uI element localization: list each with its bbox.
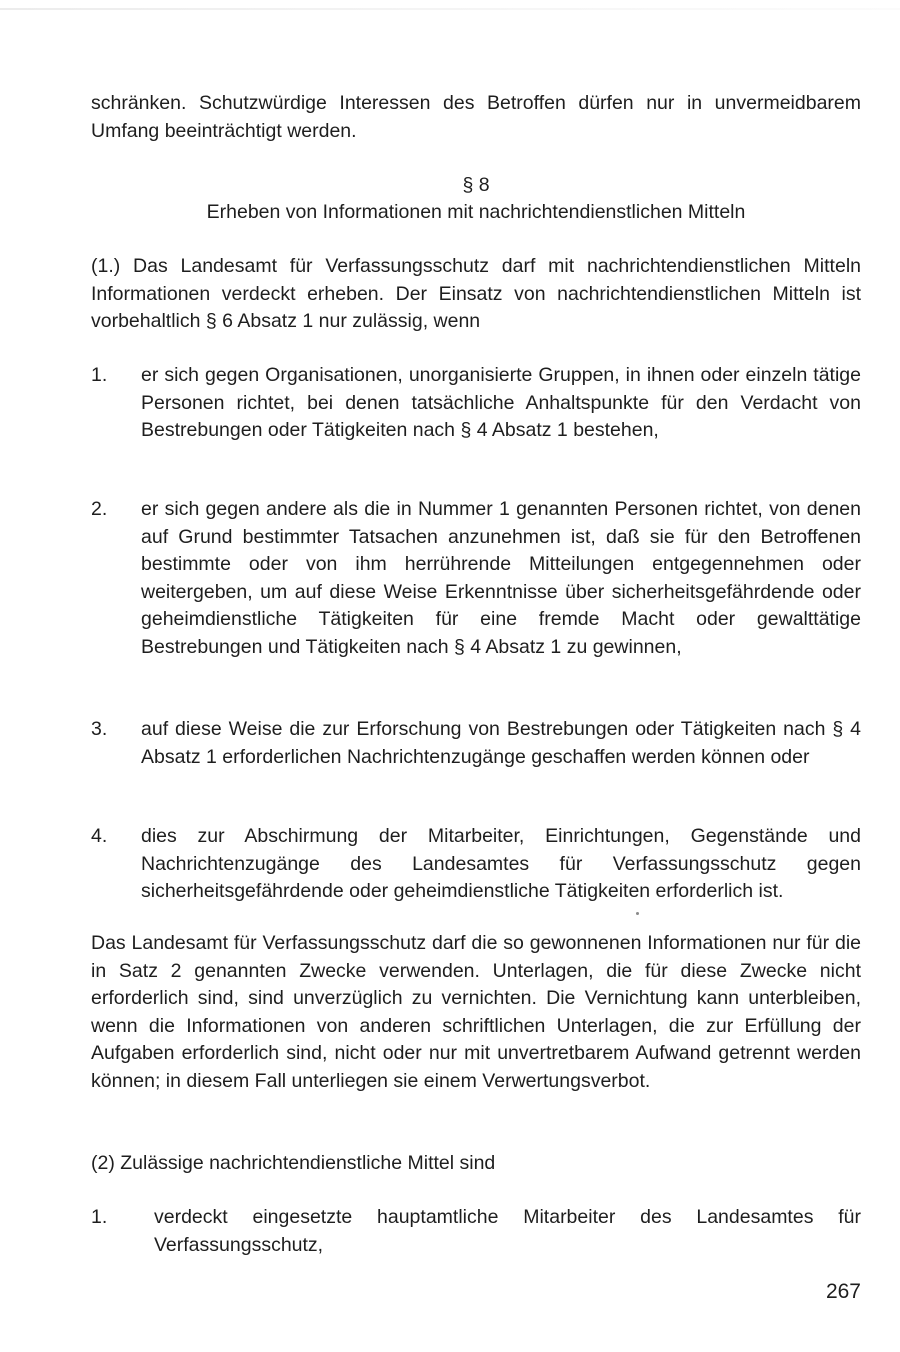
means-number: 1. [91, 1206, 108, 1228]
condition-number: 2. [91, 498, 108, 520]
condition-number: 3. [91, 718, 108, 740]
scan-speck [636, 912, 639, 915]
condition-text: er sich gegen andere als die in Nummer 1 genannten Personen richtet, von denen auf Grund bestimmter Tatsachen anzunehmen ist, daß sie für den Betroffenen bestimmte oder von ihm herrührende Mitteilungen entgegennehmen oder weitergeben, um auf diese Weise Erkenntnisse über sicherheitsgefährdende oder geheimdienstliche Tätigkeiten für eine fremde Macht oder gewalttätige Bestrebungen und Tätigkeiten nach § 4 Absatz 1 zu gewinnen, [141, 498, 861, 658]
condition-item-1 [91, 362, 861, 445]
means-text: verdeckt eingesetzte hauptamtliche Mitarbeiter des Landesamtes für Verfassungsschutz, [154, 1206, 861, 1256]
condition-item-2 [91, 496, 861, 661]
scan-edge [0, 8, 900, 10]
condition-text: auf diese Weise die zur Erforschung von Bestrebungen oder Tätigkeiten nach § 4 Absatz 1 erforderlichen Nachrichtenzugänge geschaffen werden können oder [141, 718, 861, 768]
section-title: Erheben von Informationen mit nachrichtendienstlichen Mitteln [206, 201, 746, 223]
condition-number: 4. [91, 825, 108, 847]
condition-text: er sich gegen Organisationen, unorganisierte Gruppen, in ihnen oder einzeln tätige Personen richtet, bei denen tatsächliche Anhaltspunkte für den Verdacht von Bestrebungen oder Tätigkeiten nach § 4 Absatz 1 bestehen, [141, 364, 861, 441]
usage-paragraph: Das Landesamt für Verfassungsschutz darf die so gewonnenen Informationen nur für die in Satz 2 genannten Zwecke verwenden. Unterlagen, die für diese Zwecke nicht erforderlich sind, sind unverzüglich zu vernichten. Die Vernichtung kann unterbleiben, wenn die Informationen von anderen schriftlichen Unterlagen, die zur Erfüllung der Aufgaben erforderlich sind, nicht oder nur mit unvertretbarem Aufwand getrennt werden können; in diesem Fall unterliegen sie einem Verwertungsverbot. [91, 932, 861, 1092]
page-number: 267 [825, 1280, 861, 1303]
condition-text: dies zur Abschirmung der Mitarbeiter, Einrichtungen, Gegenstände und Nachrichtenzugänge des Landesamtes für Verfassungsschutz gegen sicherheitsgefährdende oder geheimdienstliche Tätigkeiten erforderlich ist. [141, 825, 861, 902]
condition-item-4 [91, 823, 861, 906]
intro-paragraph: schränken. Schutzwürdige Interessen des Betroffen dürfen nur in unvermeidbarem Umfang beeinträchtigt werden. [91, 92, 861, 142]
means-item-1 [91, 1204, 861, 1259]
section-number: § 8 [462, 174, 490, 196]
paragraph-2: (2) Zulässige nachrichtendienstliche Mittel sind [91, 1152, 496, 1174]
condition-item-3 [91, 716, 861, 771]
paragraph-1: (1.) Das Landesamt für Verfassungsschutz darf mit nachrichtendienstlichen Mitteln Informationen verdeckt erheben. Der Einsatz von nachrichtendienstlichen Mitteln ist vorbehaltlich § 6 Absatz 1 nur zulässig, wenn [91, 255, 861, 332]
condition-number: 1. [91, 364, 108, 386]
